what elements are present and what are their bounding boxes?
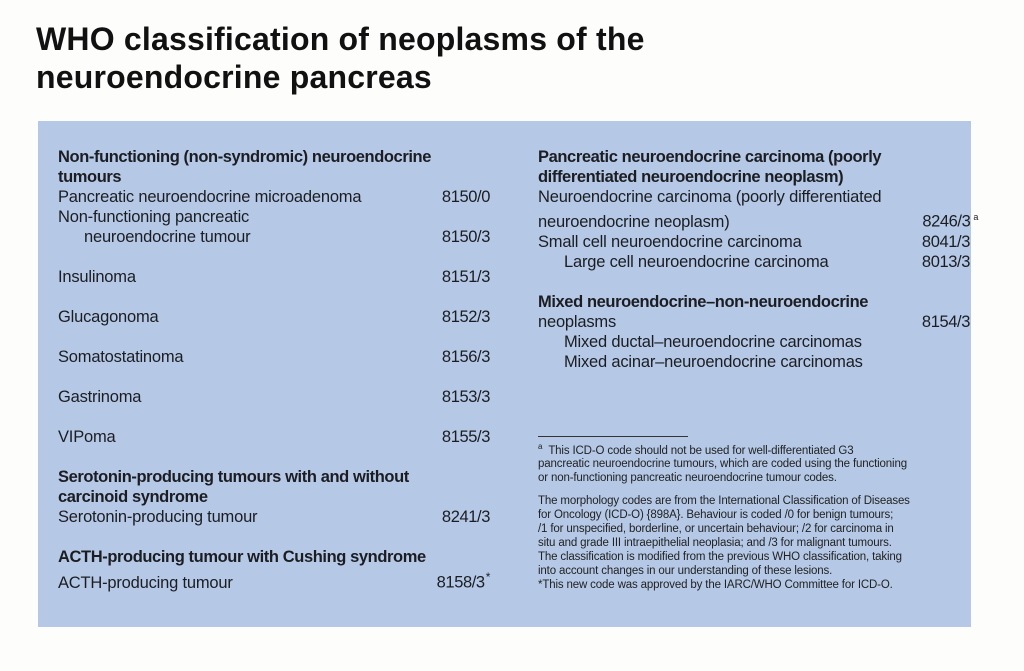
entry-glucagonoma: Glucagonoma 8152/3 [58,308,490,326]
entry-nec: neuroendocrine neoplasm) 8246/3 $^a$ [538,207,978,232]
code-microadenoma: 8150/0 [441,188,490,206]
entry-mixed-ductal: Mixed ductal–neuroendocrine carcinomas [564,332,862,351]
heading-serotonin: Serotonin-producing tumours with and without carcinoid syndrome [58,468,409,506]
left-column [58,147,490,593]
entry-gastrinoma: Gastrinoma 8153/3 [58,388,490,406]
code-nfpnet: 8150/3 [441,228,490,246]
footnote-a: $^a$ This ICD-O code should not be used for well-differentiated G3 pancreatic neuroendocrine tumours, which are coded using the functioning or non-functioning pancreatic neuroendocrine tumour codes. [538,441,907,485]
title-line-2: neuroendocrine pancreas [36,59,432,95]
entry-somatostatinoma: Somatostatinoma 8156/3 [58,348,490,366]
entry-nfpnet: neuroendocrine tumour 8150/3 [84,228,490,246]
group-serotonin [58,467,490,527]
code-acth: 8158/3* [436,570,490,592]
footnote-a-mark: a [538,441,543,451]
page-title [36,20,645,96]
entry-large-cell: Large cell neuroendocrine carcinoma 8013/3 [564,252,970,271]
footnote-mark: a [973,212,978,222]
entry-nfpnet-line1: Non-functioning pancreatic [58,208,250,226]
code-mixed: 8154/3 [921,312,970,331]
group-acth [58,547,490,593]
footnote-divider [538,436,688,437]
code-small-cell: 8041/3 [921,232,970,251]
entry-nec-line1: Neuroendocrine carcinoma (poorly differentiated [538,188,882,206]
heading-acth: ACTH-producing tumour with Cushing syndrome [58,548,426,566]
heading-mixed: Mixed neuroendocrine–non-neuroendocrine [538,292,869,311]
code-nec: 8246/3 $^a$ [922,212,978,231]
entry-mixed-acinar: Mixed acinar–neuroendocrine carcinomas [564,352,863,371]
entry-insulinoma: Insulinoma 8151/3 [58,268,490,286]
entry-serotonin: Serotonin-producing tumour 8241/3 [58,508,490,526]
title-line-1: WHO classification of neoplasms of the [36,21,645,57]
code-serotonin: 8241/3 [441,508,490,526]
asterisk-mark: * [485,570,490,584]
heading-nonfunctioning: Non-functioning (non-syndromic) neuroendocrine tumours [58,148,431,186]
morphology-note: The morphology codes are from the International Classification of Diseases for Oncology (ICD-O) {898A}. Behaviour is coded /0 for benign tumours; /1 for unspecified, borderline, or uncertain behaviour; /2 for carcinoma in situ and grade III intraepithelial neoplasia; and /3 for malignant tumours. The classification is modified from the previous WHO classification, taking into account changes in our understanding of these lesions. *This new code was approved by the IARC/WHO Committee for ICD-O. [538,495,910,592]
entry-microadenoma: Pancreatic neuroendocrine microadenoma 8150/0 [58,188,490,206]
code-glucagonoma: 8152/3 [441,308,490,326]
group-nonfunctioning [58,147,490,247]
group-mixed [538,292,978,372]
entry-mixed: neoplasms 8154/3 [538,312,970,331]
entry-vipoma: VIPoma 8155/3 [58,428,490,446]
code-vipoma: 8155/3 [441,428,490,446]
entry-acth: ACTH-producing tumour 8158/3* [58,567,490,593]
entry-small-cell: Small cell neuroendocrine carcinoma 8041/3 [538,232,970,251]
code-insulinoma: 8151/3 [441,268,490,286]
code-large-cell: 8013/3 [921,252,970,271]
code-somatostatinoma: 8156/3 [441,348,490,366]
group-carcinoma [538,147,978,272]
right-column [538,147,978,592]
heading-carcinoma: Pancreatic neuroendocrine carcinoma (poorly differentiated neuroendocrine neoplasm) [538,148,882,186]
code-gastrinoma: 8153/3 [441,388,490,406]
